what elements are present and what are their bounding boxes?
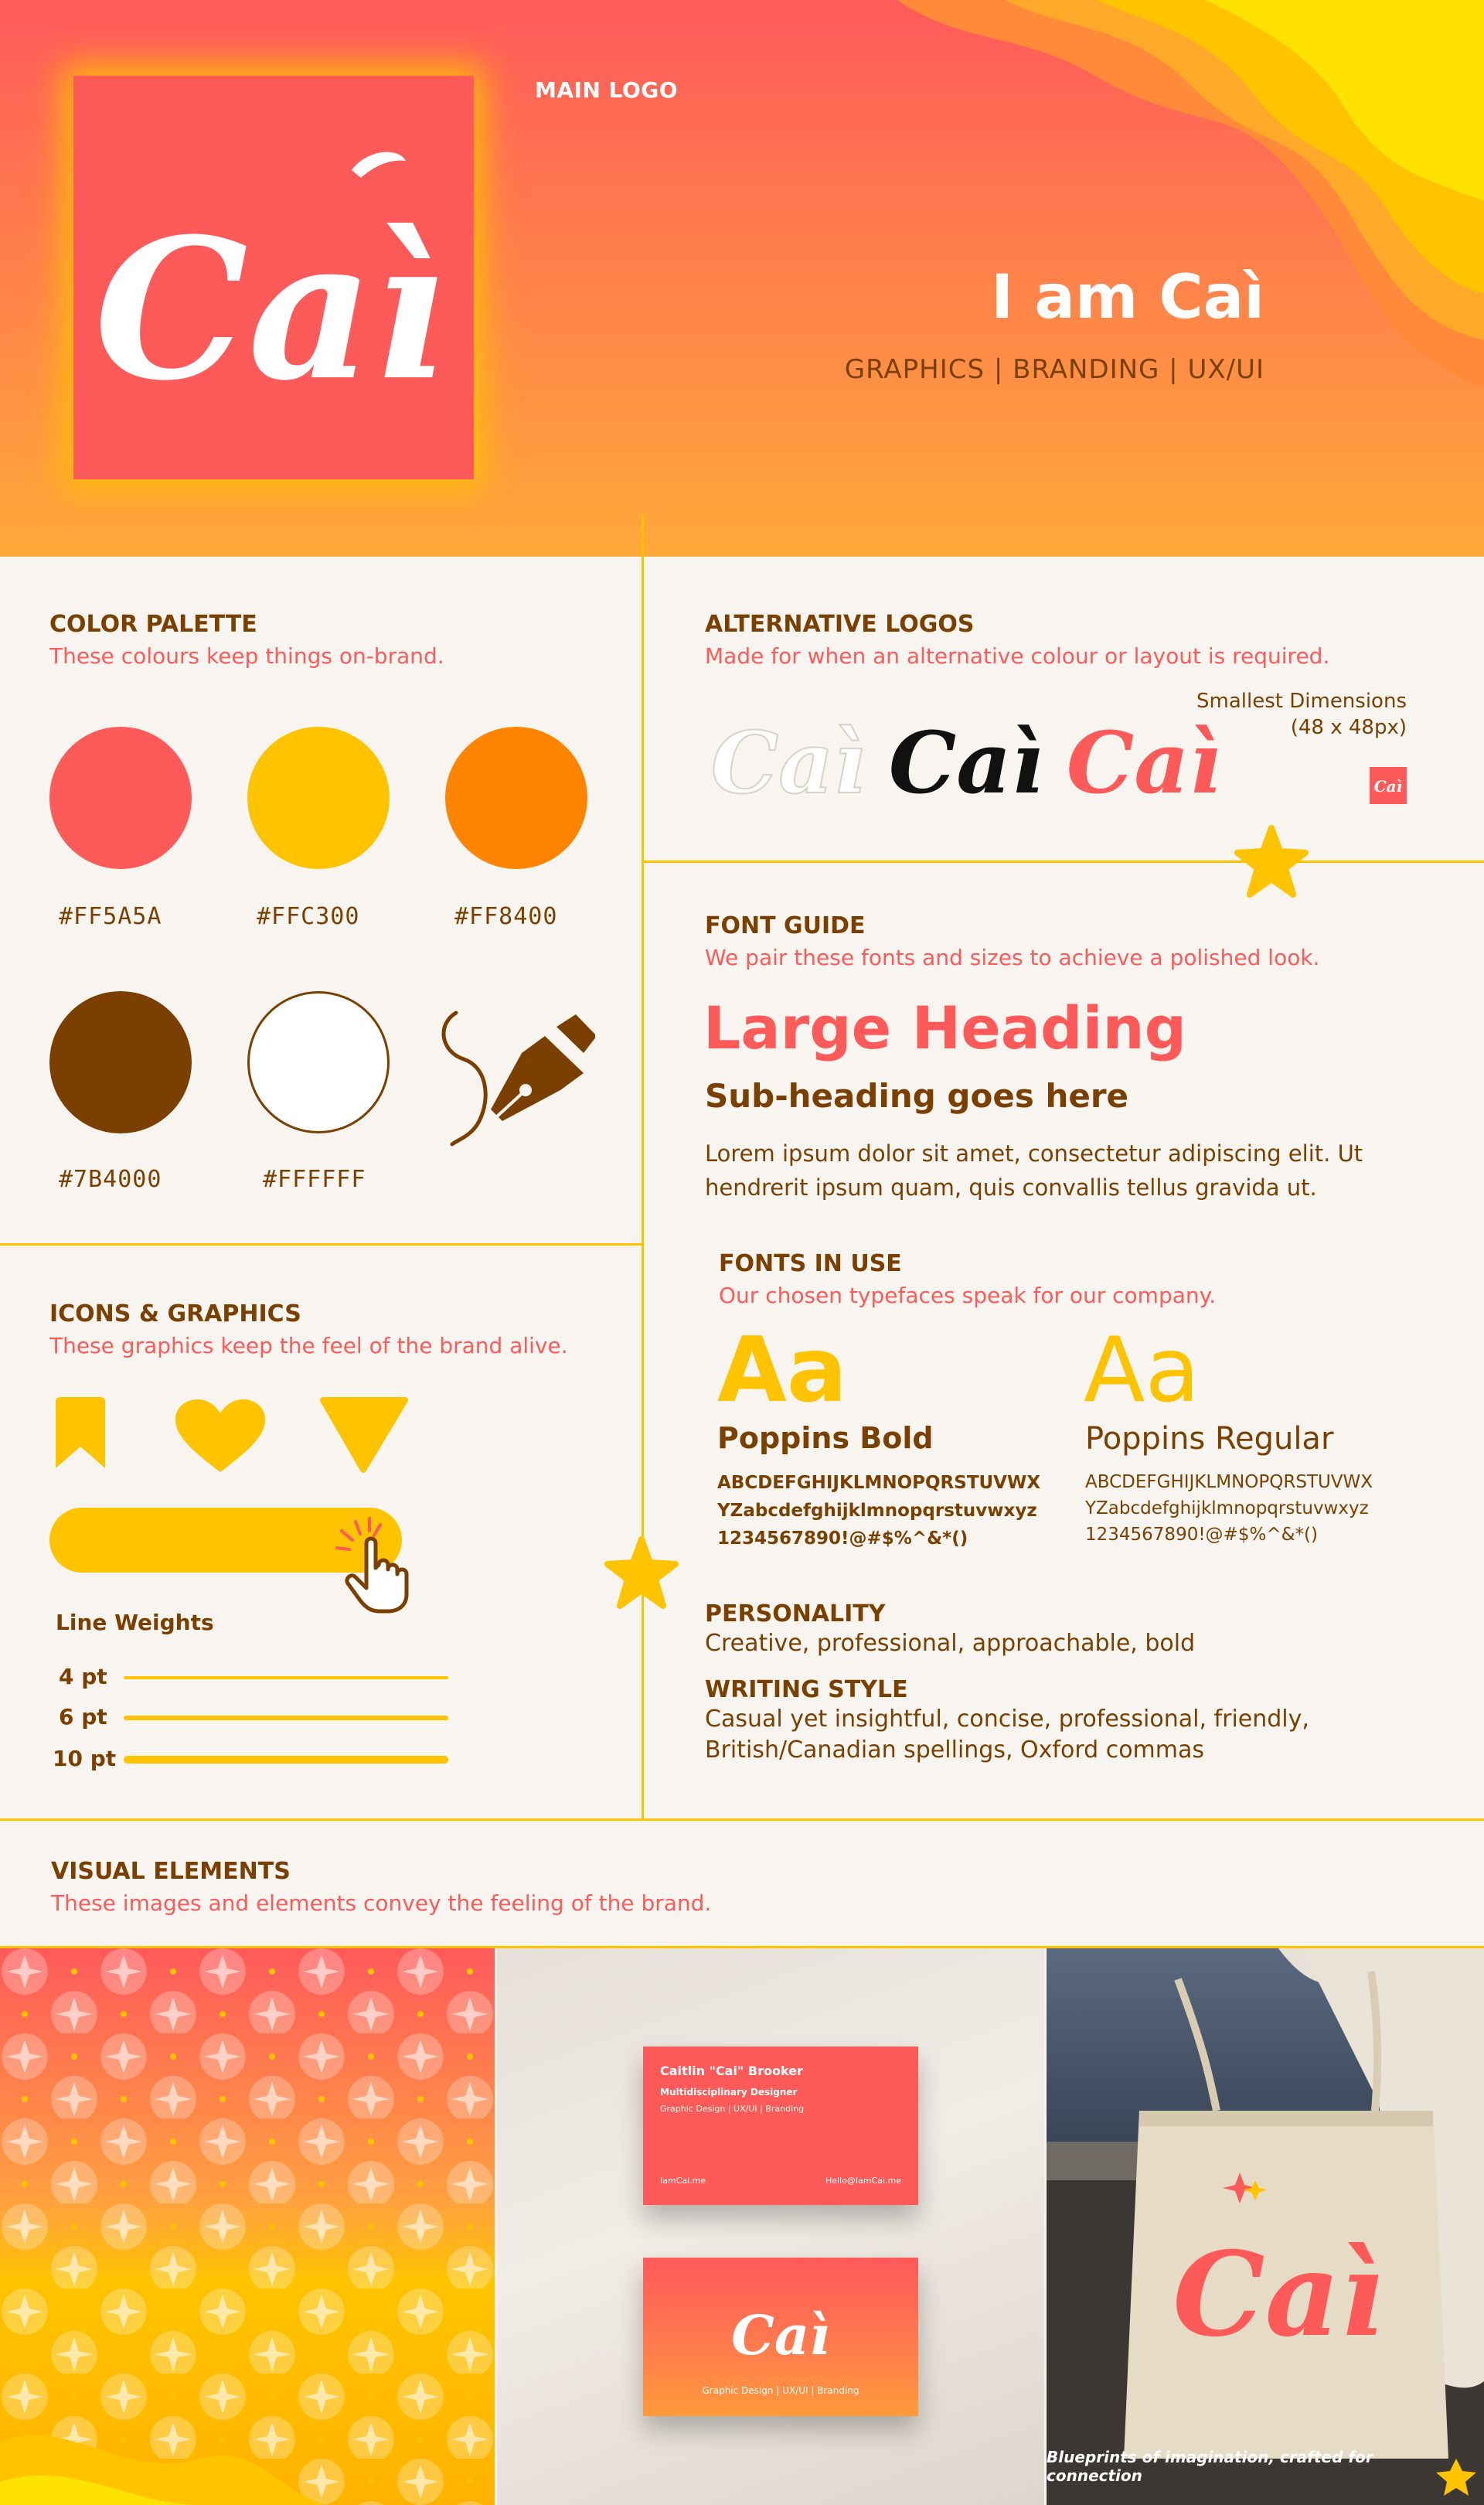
charset-regular (1085, 1469, 1456, 1548)
divider-left-middle (0, 1243, 642, 1246)
swatch-white-hex: #FFFFFF (263, 1166, 366, 1193)
line-weight-4 (124, 1676, 448, 1679)
smallest-dimensions-title: Smallest Dimensions (1196, 690, 1407, 713)
visual-elements-subtitle: These images and elements convey the feeling of the brand. (51, 1890, 712, 1916)
main-logo-mark (73, 76, 474, 479)
body-text-line-2: hendrerit ipsum quam, quis convallis tellus gravida ut. (705, 1174, 1317, 1201)
color-palette-subtitle: These colours keep things on-brand. (49, 643, 444, 669)
main-logo-tile (73, 76, 474, 479)
charset-bold-line-1: ABCDEFGHIJKLMNOPQRSTUVWX (717, 1473, 1041, 1493)
personality-title: PERSONALITY (705, 1600, 886, 1627)
vertical-divider (642, 514, 644, 1821)
swatch-yellow-hex: #FFC300 (257, 903, 360, 930)
body-text-sample (705, 1137, 1447, 1205)
font-guide-title: FONT GUIDE (705, 912, 866, 939)
charset-bold (717, 1469, 1073, 1552)
main-logo-label: MAIN LOGO (535, 77, 679, 103)
card-name: Caitlin "Cai" Brooker (660, 2064, 803, 2078)
font-name-regular: Poppins Regular (1085, 1421, 1334, 1457)
pen-nib-icon (433, 1005, 595, 1152)
swatch-orange-hex: #FF8400 (454, 903, 558, 930)
large-heading-sample: Large Heading (703, 993, 1186, 1062)
charset-bold-line-2: YZabcdefghijklmnopqrstuvwxyz (717, 1501, 1037, 1521)
brand-pattern-panel (0, 1948, 495, 2505)
writing-style-line-1: Casual yet insightful, concise, professional, friendly, (705, 1706, 1309, 1733)
font-sample-regular: Aa (1084, 1318, 1200, 1423)
swatch-brown-hex: #7B4000 (59, 1166, 162, 1193)
fonts-in-use-title: FONTS IN USE (719, 1250, 902, 1277)
star-icon (603, 1535, 680, 1612)
logo-smallest-tile (1370, 767, 1407, 804)
swatch-yellow (247, 727, 390, 869)
sub-heading-sample: Sub-heading goes here (705, 1077, 1129, 1115)
triangle-down-icon (318, 1396, 410, 1473)
business-card-back (643, 2258, 918, 2416)
font-name-bold: Poppins Bold (717, 1421, 934, 1455)
star-icon (1233, 823, 1310, 901)
svg-text:Caì: Caì (1066, 713, 1222, 813)
swatch-white (247, 991, 390, 1133)
alternative-logos-title: ALTERNATIVE LOGOS (705, 611, 975, 638)
icons-graphics-subtitle: These graphics keep the feel of the brand alive. (49, 1333, 568, 1358)
alternative-logos-subtitle: Made for when an alternative colour or layout is required. (705, 643, 1330, 669)
line-weight-6-label: 6 pt (59, 1704, 107, 1730)
writing-style-text (705, 1704, 1447, 1766)
card-email: Hello@IamCai.me (825, 2176, 901, 2186)
line-weight-10-label: 10 pt (53, 1746, 117, 1771)
svg-text:Caì: Caì (710, 713, 866, 813)
business-card-mockup-panel (497, 1948, 1044, 2505)
card-back-logo (643, 2258, 918, 2381)
visual-elements-title: VISUAL ELEMENTS (51, 1858, 291, 1885)
line-weight-4-label: 4 pt (59, 1664, 107, 1689)
swatch-orange (445, 727, 587, 869)
business-card-front (643, 2047, 918, 2205)
body-text-line-1: Lorem ipsum dolor sit amet, consectetur adipiscing elit. Ut (705, 1140, 1363, 1167)
svg-text:Caì: Caì (731, 2303, 830, 2367)
font-guide-subtitle: We pair these fonts and sizes to achieve a polished look. (705, 945, 1320, 970)
alt-logo-black (873, 711, 1059, 820)
icons-graphics-title: ICONS & GRAPHICS (49, 1300, 301, 1327)
divider-full-width (0, 1818, 1484, 1821)
line-weight-6 (124, 1716, 448, 1720)
divider-right-upper (644, 861, 1484, 863)
alt-logo-white (696, 711, 881, 820)
writing-style-line-2: British/Canadian spellings, Oxford commas (705, 1736, 1205, 1764)
font-sample-bold: Aa (717, 1318, 848, 1423)
personality-text: Creative, professional, approachable, bold (705, 1630, 1196, 1657)
svg-text:Caì: Caì (888, 713, 1044, 813)
writing-style-title: WRITING STYLE (705, 1676, 908, 1703)
color-palette-title: COLOR PALETTE (49, 611, 257, 638)
card-back-tagline: Graphic Design | UX/UI | Branding (702, 2385, 859, 2396)
bookmark-icon (49, 1396, 111, 1473)
svg-text:Caì: Caì (1373, 777, 1403, 796)
tote-bag-photo-panel (1047, 1948, 1484, 2505)
smallest-dimensions-size: (48 x 48px) (1290, 716, 1407, 739)
smallest-dimensions-label (1144, 688, 1407, 741)
brand-pattern (0, 1948, 495, 2505)
main-logo-text: Caì (94, 196, 447, 423)
tote-logo: Caì (1173, 2227, 1384, 2363)
card-website: IamCai.me (660, 2176, 706, 2186)
charset-regular-line-1: ABCDEFGHIJKLMNOPQRSTUVWX (1085, 1472, 1373, 1492)
hero-title: I am Caì (991, 263, 1264, 332)
pointer-hand-icon (325, 1508, 441, 1616)
charset-regular-line-3: 1234567890!@#$%^&*() (1085, 1525, 1318, 1545)
tote-caption: Blueprints of imagination, crafted for connection (1047, 2448, 1373, 2485)
swatch-coral (49, 727, 192, 869)
fonts-in-use-subtitle: Our chosen typefaces speak for our company. (719, 1283, 1217, 1308)
tote-bag-illustration (1047, 1948, 1484, 2505)
card-skills: Graphic Design | UX/UI | Branding (660, 2104, 805, 2114)
swatch-coral-hex: #FF5A5A (59, 903, 162, 930)
charset-bold-line-3: 1234567890!@#$%^&*() (717, 1529, 968, 1549)
card-role: Multidisciplinary Designer (660, 2087, 798, 2098)
line-weight-10 (124, 1756, 448, 1764)
hero-subtitle: GRAPHICS | BRANDING | UX/UI (844, 354, 1264, 385)
line-weights-label: Line Weights (56, 1610, 214, 1635)
charset-regular-line-2: YZabcdefghijklmnopqrstuvwxyz (1085, 1498, 1369, 1518)
heart-icon (174, 1398, 267, 1475)
swatch-brown (49, 991, 192, 1133)
hero-banner (0, 0, 1484, 557)
